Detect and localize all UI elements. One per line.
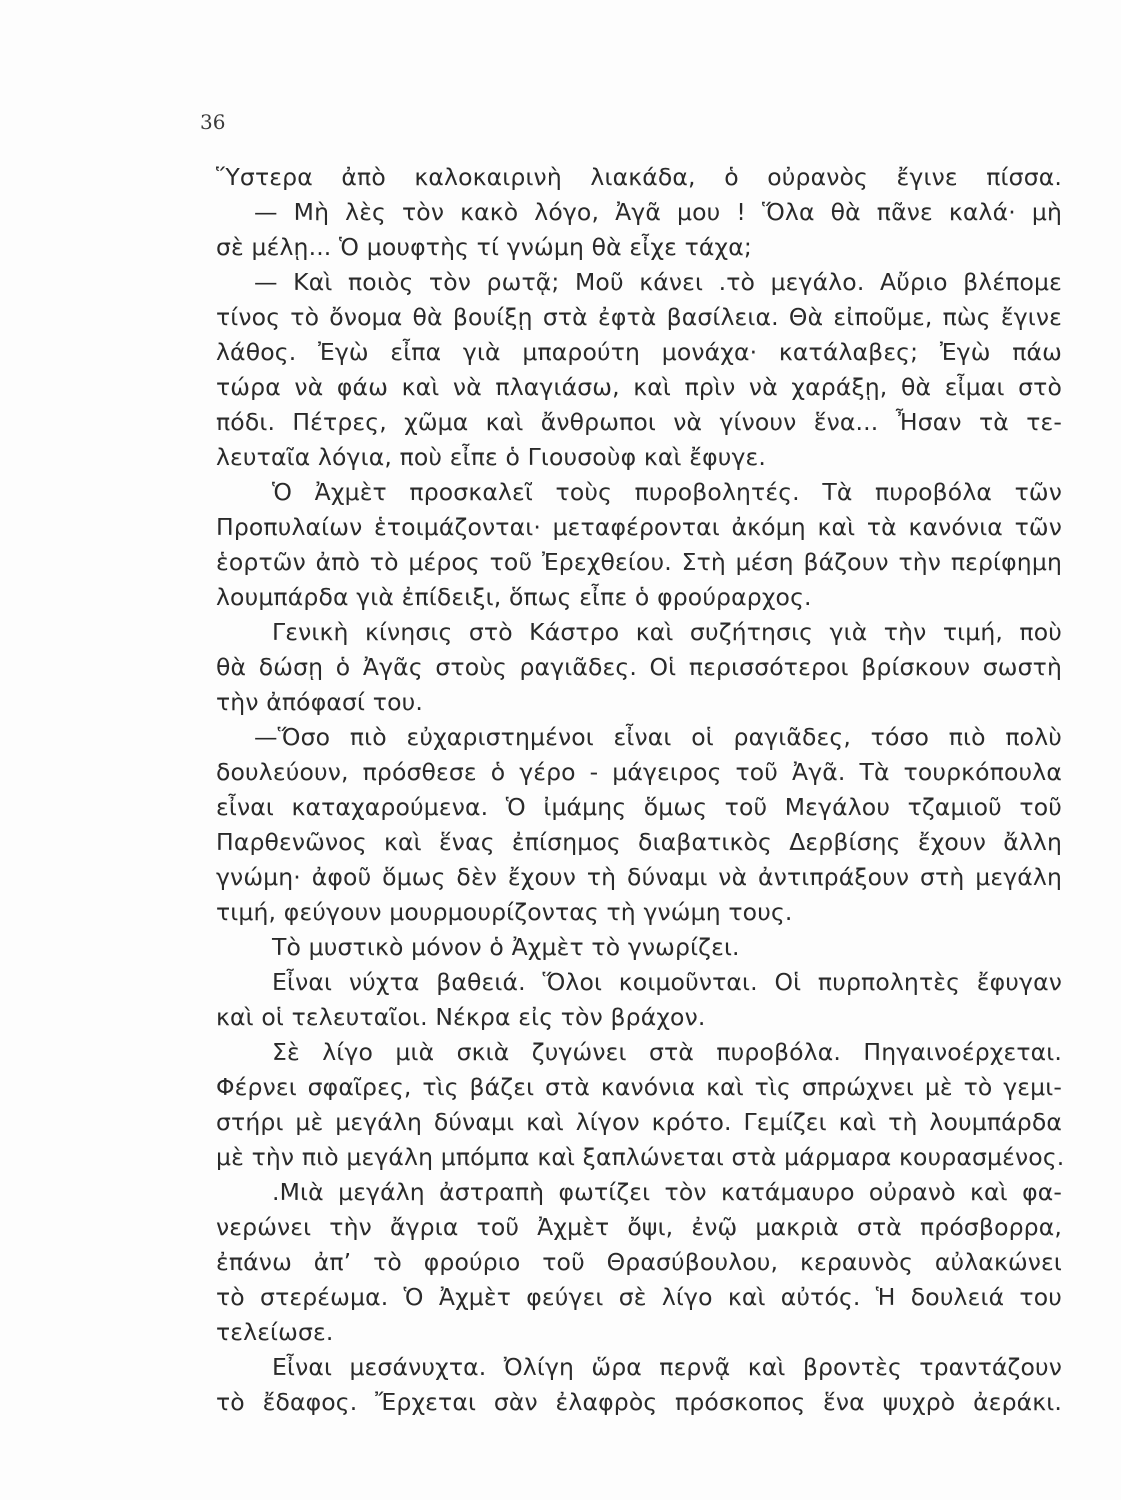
text-line: .Μιὰ μεγάλη ἀστραπὴ φωτίζει τὸν κατάμαυρο οὐρανὸ καὶ φα-: [272, 1178, 1062, 1206]
text-line: Παρθενῶνος καὶ ἕνας ἐπίσημος διαβατικὸς Δερβίσης ἔχουν ἄλλη: [216, 828, 1062, 856]
text-line: σὲ μέλῃ... Ὁ μουφτὴς τί γνώμη θὰ εἶχε τάχα;: [216, 233, 752, 261]
text-line: δουλεύουν, πρόσθεσε ὁ γέρο - μάγειρος τοῦ Ἀγᾶ. Τὰ τουρκόπουλα: [216, 758, 1062, 786]
text-line: —Ὅσο πιὸ εὐχαριστημένοι εἶναι οἱ ραγιᾶδες, τόσο πιὸ πολὺ: [254, 723, 1062, 751]
text-line: Ὁ Ἀχμὲτ προσκαλεῖ τοὺς πυροβολητές. Τὰ πυροβόλα τῶν: [272, 478, 1062, 506]
text-line: μὲ τὴν πιὸ μεγάλη μπόμπα καὶ ξαπλώνεται στὰ μάρμαρα κουρασμένος.: [216, 1143, 1065, 1171]
text-line: θὰ δώσῃ ὁ Ἀγᾶς στοὺς ραγιᾶδες. Οἱ περισσότεροι βρίσκουν σωστὴ: [216, 653, 1062, 681]
text-line: νερώνει τὴν ἄγρια τοῦ Ἀχμὲτ ὄψι, ἐνῷ μακριὰ στὰ πρόσβορρα,: [216, 1213, 1062, 1241]
text-line: ἐπάνω ἀπ’ τὸ φρούριο τοῦ Θρασύβουλου, κεραυνὸς αὐλακώνει: [216, 1248, 1062, 1276]
text-line: Φέρνει σφαῖρες, τὶς βάζει στὰ κανόνια καὶ τὶς σπρώχνει μὲ τὸ γεμι-: [216, 1073, 1062, 1101]
text-line: πόδι. Πέτρες, χῶμα καὶ ἄνθρωποι νὰ γίνουν ἕνα... Ἦσαν τὰ τε-: [216, 408, 1062, 436]
text-line: λευταῖα λόγια, ποὺ εἶπε ὁ Γιουσοὺφ καὶ ἔφυγε.: [216, 443, 767, 471]
text-line: ἑορτῶν ἀπὸ τὸ μέρος τοῦ Ἐρεχθείου. Στὴ μέση βάζουν τὴν περίφημη: [216, 548, 1062, 576]
text-line: στήρι μὲ μεγάλη δύναμι καὶ λίγον κρότο. Γεμίζει καὶ τὴ λουμπάρδα: [216, 1108, 1062, 1136]
text-line: τίνος τὸ ὄνομα θὰ βουίξῃ στὰ ἐφτὰ βασίλεια. Θὰ εἰποῦμε, πὼς ἔγινε: [216, 303, 1062, 331]
text-line: Προπυλαίων ἑτοιμάζονται· μεταφέρονται ἀκόμη καὶ τὰ κανόνια τῶν: [216, 513, 1062, 541]
text-line: τὸ ἔδαφος. Ἔρχεται σὰν ἐλαφρὸς πρόσκοπος ἕνα ψυχρὸ ἀεράκι.: [216, 1388, 1062, 1416]
text-line: Εἶναι νύχτα βαθειά. Ὅλοι κοιμοῦνται. Οἱ πυρπολητὲς ἔφυγαν: [272, 968, 1062, 996]
text-line: Τὸ μυστικὸ μόνον ὁ Ἀχμὲτ τὸ γνωρίζει.: [272, 933, 740, 961]
text-line: εἶναι καταχαρούμενα. Ὁ ἰμάμης ὅμως τοῦ Μεγάλου τζαμιοῦ τοῦ: [216, 793, 1062, 821]
text-line: γνώμη· ἀφοῦ ὅμως δὲν ἔχουν τὴ δύναμι νὰ ἀντιπράξουν στὴ μεγάλη: [216, 863, 1062, 891]
text-line: Εἶναι μεσάνυχτα. Ὀλίγη ὥρα περνᾷ καὶ βροντὲς τραντάζουν: [272, 1353, 1062, 1381]
text-line: λουμπάρδα γιὰ ἐπίδειξι, ὅπως εἶπε ὁ φρούραρχος.: [216, 583, 812, 611]
page-number: 36: [200, 110, 226, 134]
text-line: τὸ στερέωμα. Ὁ Ἀχμὲτ φεύγει σὲ λίγο καὶ αὐτός. Ἡ δουλειά του: [216, 1283, 1062, 1311]
text-line: Γενικὴ κίνησις στὸ Κάστρο καὶ συζήτησις γιὰ τὴν τιμή, ποὺ: [272, 618, 1062, 646]
text-line: τιμή, φεύγουν μουρμουρίζοντας τὴ γνώμη τους.: [216, 898, 793, 926]
text-line: τελείωσε.: [216, 1318, 334, 1346]
text-line: τὴν ἀπόφασί του.: [216, 688, 423, 716]
text-line: λάθος. Ἐγὼ εἶπα γιὰ μπαρούτη μονάχα· κατάλαβες; Ἐγὼ πάω: [216, 338, 1062, 366]
text-line: τώρα νὰ φάω καὶ νὰ πλαγιάσω, καὶ πρὶν νὰ χαράξῃ, θὰ εἶμαι στὸ: [216, 373, 1062, 401]
body-text: [216, 160, 1065, 1420]
text-line: Σὲ λίγο μιὰ σκιὰ ζυγώνει στὰ πυροβόλα. Πηγαινοέρχεται.: [272, 1038, 1062, 1066]
text-line: — Μὴ λὲς τὸν κακὸ λόγο, Ἀγᾶ μου ! Ὅλα θὰ πᾶνε καλά· μὴ: [254, 198, 1062, 226]
text-line: Ὕστερα ἀπὸ καλοκαιρινὴ λιακάδα, ὁ οὐρανὸς ἔγινε πίσσα.: [216, 163, 1062, 191]
text-line: — Καὶ ποιὸς τὸν ρωτᾷ; Μοῦ κάνει .τὸ μεγάλο. Αὔριο βλέπομε: [254, 268, 1062, 296]
text-line: καὶ οἱ τελευταῖοι. Νέκρα εἰς τὸν βράχον.: [216, 1003, 706, 1031]
